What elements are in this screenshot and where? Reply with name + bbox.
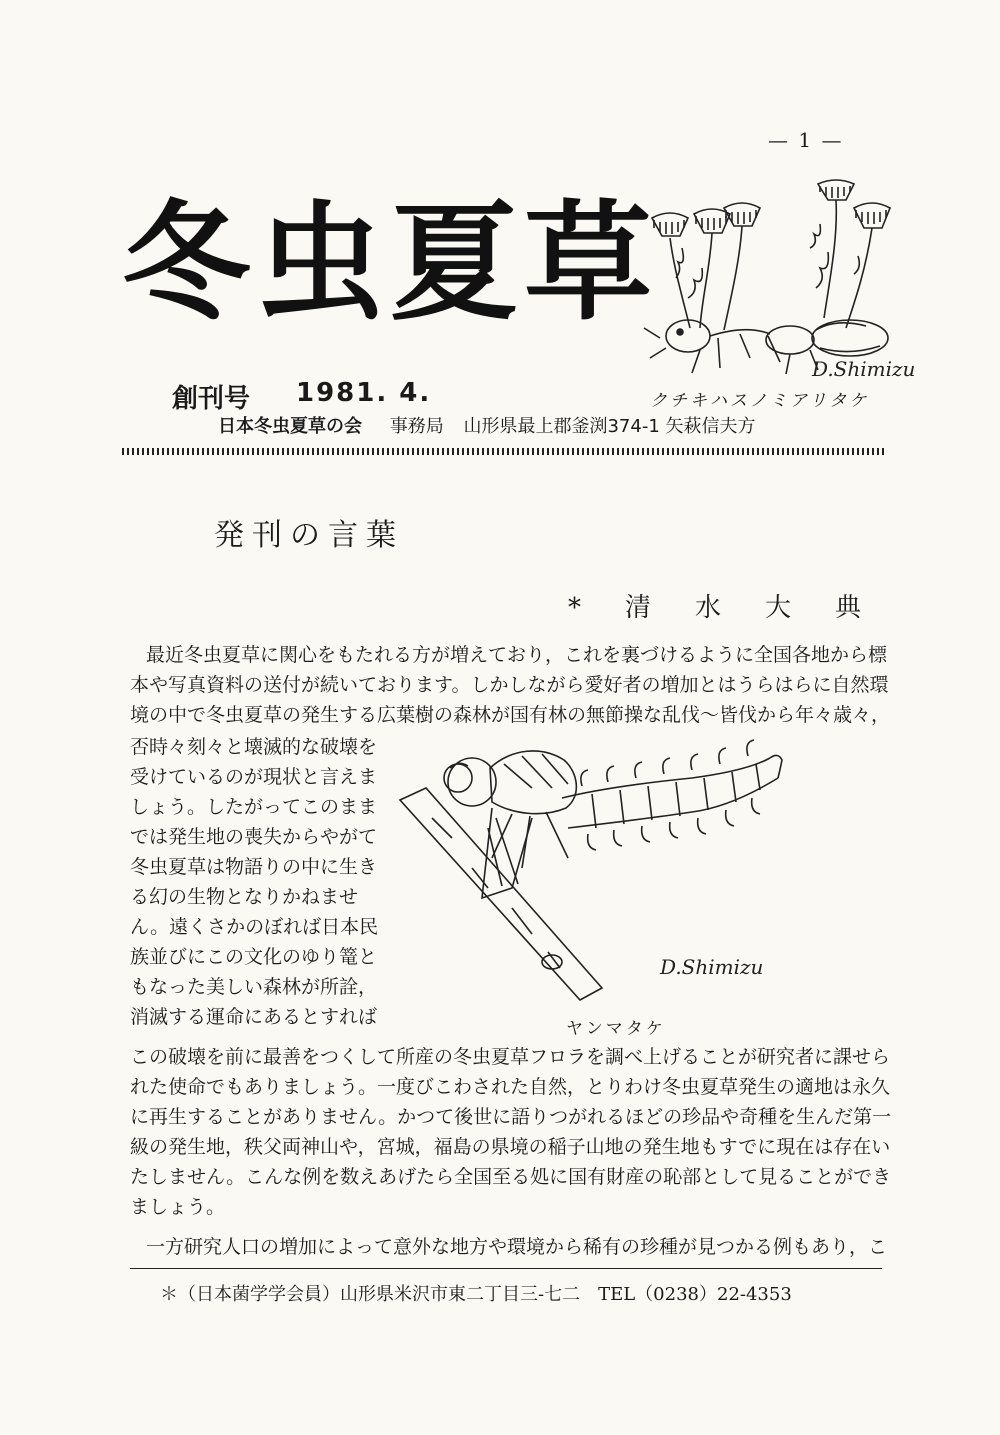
society-name: 日本冬虫夏草の会: [218, 416, 362, 437]
office-address: 山形県最上郡釜渕374-1 矢萩信夫方: [463, 416, 756, 437]
text-line: に再生することがありません。かつて後世に語りつがれるほどの珍品や奇種を生んだ第一: [130, 1106, 892, 1128]
text-line: 本や写真資料の送付が続いております。しかしながら愛好者の増加とはうらはらに自然環: [130, 674, 889, 696]
dragonfly-caption: ヤンマタケ: [566, 1019, 666, 1039]
paragraph-1-wrapped: [130, 732, 390, 1032]
masthead-title: 冬虫夏草: [122, 189, 659, 338]
text-line: たしません。こんな例を数えあげたら全国至る処に国有財産の恥部として見ることができ: [130, 1166, 892, 1188]
text-line: 級の発生地，秩父両神山や，宮城，福島の県境の稲子山地の発生地もすでに現在は存在い: [130, 1136, 891, 1158]
fungus-illustration: [640, 178, 920, 383]
author-name: *清水大典: [568, 593, 906, 623]
text-line: 族並びにこの文化のゆり篭と: [130, 946, 378, 968]
text-line: 最近冬虫夏草に関心をもたれる方が増えており，これを裏づけるように全国各地から標: [146, 644, 888, 666]
text-line: ん。遠くさかのぼれば日本民: [130, 916, 379, 938]
page-number: — 1 —: [768, 128, 844, 152]
text-line: 受けているのが現状と言えま: [130, 766, 378, 788]
paragraph-1-top: [130, 640, 890, 730]
text-line: この破壊を前に最善をつくして所産の冬虫夏草フロラを調べ上げることが研究者に課せら: [130, 1046, 891, 1068]
paragraph-2: 一方研究人口の増加によって意外な地方や環境から稀有の珍種が見つかる例もあり，こ: [146, 1236, 888, 1258]
paragraph-1-bottom: [130, 1042, 890, 1222]
text-line: る幻の生物となりかねませ: [130, 886, 359, 908]
article-title: 発刊の言葉: [214, 518, 404, 553]
fungus-caption: クチキハスノミアリタケ: [650, 391, 870, 411]
text-line: しょう。したがってこのまま: [130, 796, 378, 818]
text-line: ましょう。: [130, 1196, 226, 1218]
text-line: 消滅する運命にあるとすれば: [130, 1006, 378, 1028]
text-line: れた使命でもありましょう。一度びこわされた自然，とりわけ冬虫夏草発生の適地は永久: [130, 1076, 891, 1098]
text-line: では発生地の喪失からやがて: [130, 826, 378, 848]
text-line: 冬虫夏草は物語りの中に生き: [130, 856, 378, 878]
dotted-divider: [122, 448, 884, 455]
text-line: 否時々刻々と壊滅的な破壊を: [130, 736, 378, 758]
fungus-signature: D.Shimizu: [812, 357, 916, 381]
footnote-divider: [130, 1268, 882, 1269]
dragonfly-signature: D.Shimizu: [660, 955, 764, 979]
footnote: ＊（日本菌学学会員）山形県米沢市東二丁目三-七二 TEL（0238）22-4353: [160, 1284, 792, 1305]
text-line: 境の中で冬虫夏草の発生する広葉樹の森林が国有林の無節操な乱伐〜皆伐から年々歳々，: [130, 704, 891, 726]
text-line: もなった美しい森林が所詮，: [130, 976, 378, 998]
dragonfly-illustration: [392, 738, 792, 1008]
issue-date: 1981. 4.: [296, 378, 432, 408]
society-line: [218, 412, 756, 438]
office-label: 事務局: [389, 416, 444, 437]
issue-label: 創刊号: [172, 384, 251, 414]
